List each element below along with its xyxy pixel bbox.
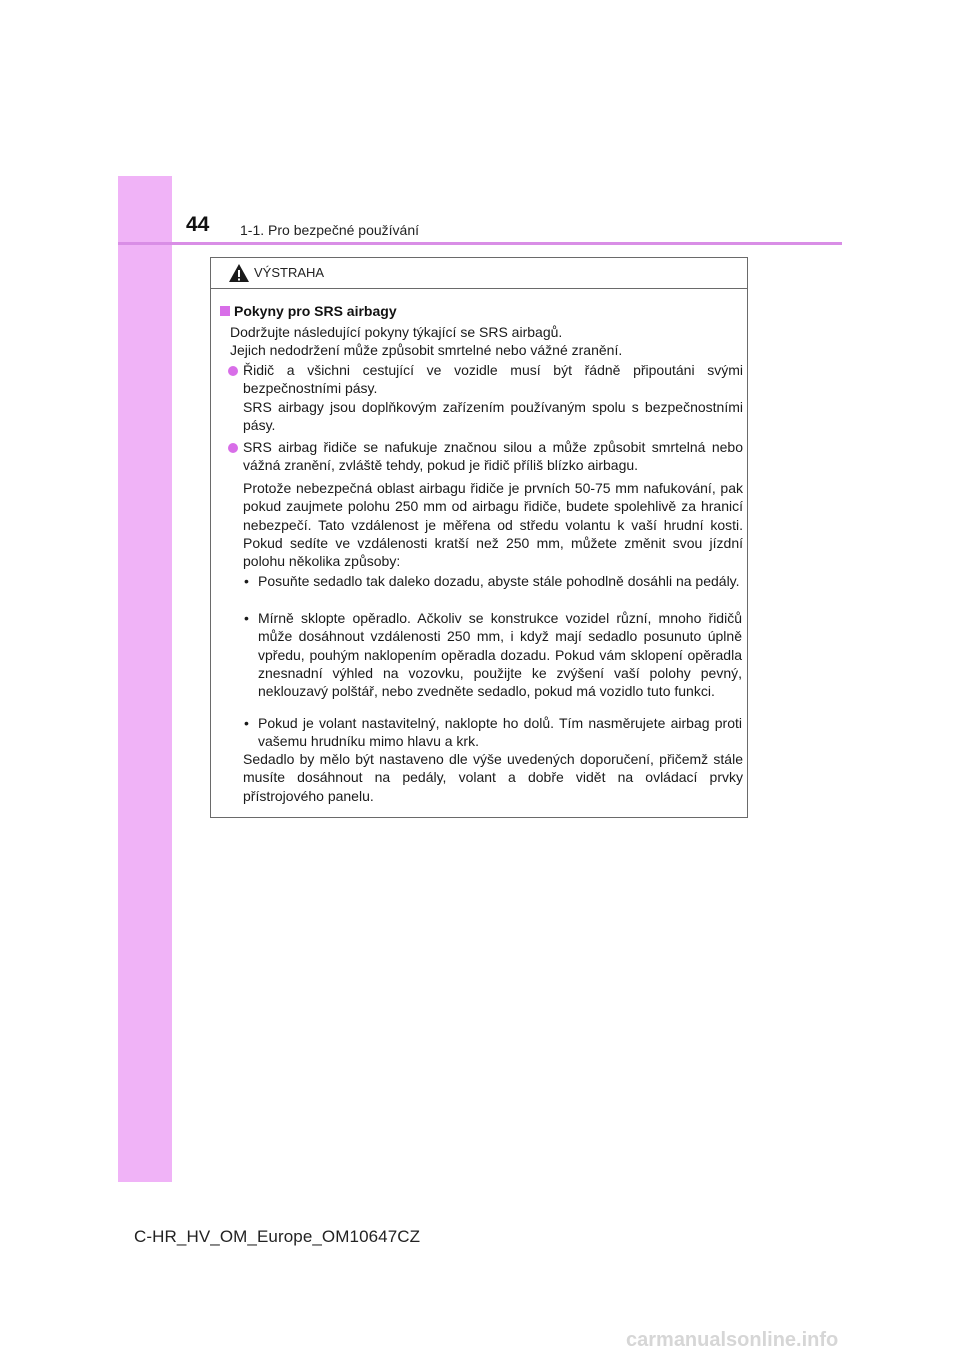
- round-bullet-icon: [228, 443, 238, 453]
- dash-marker: •: [244, 610, 249, 626]
- dash-item: Posuňte sedadlo tak daleko dozadu, abyste stále pohodlně dosáhli na pedály.: [258, 573, 740, 589]
- warning-box: [210, 257, 748, 818]
- chapter-sidebar-tab: [118, 176, 172, 1182]
- bullet-item: [243, 361, 743, 434]
- bullet-paragraph: SRS airbag řidiče se nafukuje značnou silou a může způsobit smrtelná nebo vážná zranění, zvláště tehdy, pokud je řidič příliš blízko airbagu.: [243, 439, 743, 474]
- header-divider: [118, 242, 842, 245]
- section-title: 1-1. Pro bezpečné používání: [240, 222, 420, 238]
- bullet-paragraph: Řidič a všichni cestující ve vozidle musí být řádně připoutáni svými bezpečnostními pásy.: [243, 362, 743, 397]
- detail-paragraph: Protože nebezpečná oblast airbagu řidiče je prvních 50-75 mm nafukování, pak pokud zaujmete polohu 250 mm od airbagu řidiče, budete spolehlivě za hranicí nebezpečí. Tato vzdálenost je měřena od středu volantu k vaší hrudní kosti. Pokud sedíte ve vzdálenosti kratší než 250 mm, můžete změnit svou jízdní polohu několika způsoby:: [243, 480, 743, 570]
- warning-triangle-icon: [228, 263, 250, 283]
- closing-paragraph: Sedadlo by mělo být nastaveno dle výše uvedených doporučení, přičemž stále musíte dosáhnout na pedály, volant a dobře vidět na ovládací prvky přístrojového panelu.: [243, 751, 743, 804]
- dash-item: Pokud je volant nastavitelný, naklopte ho dolů. Tím nasměrujete airbag proti vašemu hrudníku mimo hlavu a krk.: [258, 715, 742, 750]
- bullet-paragraph: SRS airbagy jsou doplňkovým zařízením používaným spolu s bezpečnostními pásy.: [243, 398, 743, 433]
- bullet-item: [243, 438, 743, 475]
- round-bullet-icon: [228, 366, 238, 376]
- watermark: carmanualsonline.info: [626, 1329, 839, 1351]
- dash-marker: •: [244, 573, 249, 589]
- warning-header: [211, 258, 747, 289]
- page-number: 44: [186, 213, 210, 236]
- warning-intro: [230, 323, 740, 360]
- dash-marker: •: [244, 715, 249, 731]
- warning-heading: [220, 302, 397, 321]
- warning-heading-text: Pokyny pro SRS airbagy: [234, 303, 397, 319]
- square-bullet-icon: [220, 306, 230, 316]
- intro-line: Jejich nedodržení může způsobit smrtelné nebo vážné zranění.: [230, 342, 623, 359]
- document-code: C-HR_HV_OM_Europe_OM10647CZ: [134, 1227, 421, 1246]
- warning-label: VÝSTRAHA: [254, 265, 325, 280]
- intro-line: Dodržujte následující pokyny týkající se SRS airbagů.: [230, 324, 563, 340]
- dash-item: Mírně sklopte opěradlo. Ačkoliv se konstrukce vozidel různí, mnoho řidičů může dosáhnout vzdálenosti 250 mm, i když mají sedadlo posunuto úplně vpředu, pouhým naklopením opěradla dozadu. Pokud vám sklopení opěradla znesnadní výhled na vozovku, použijte ke zvýšení vaší polohy pevný, neklouzavý polštář, nebo zvedněte sedadlo, pokud má vozidlo tuto funkci.: [258, 610, 742, 700]
